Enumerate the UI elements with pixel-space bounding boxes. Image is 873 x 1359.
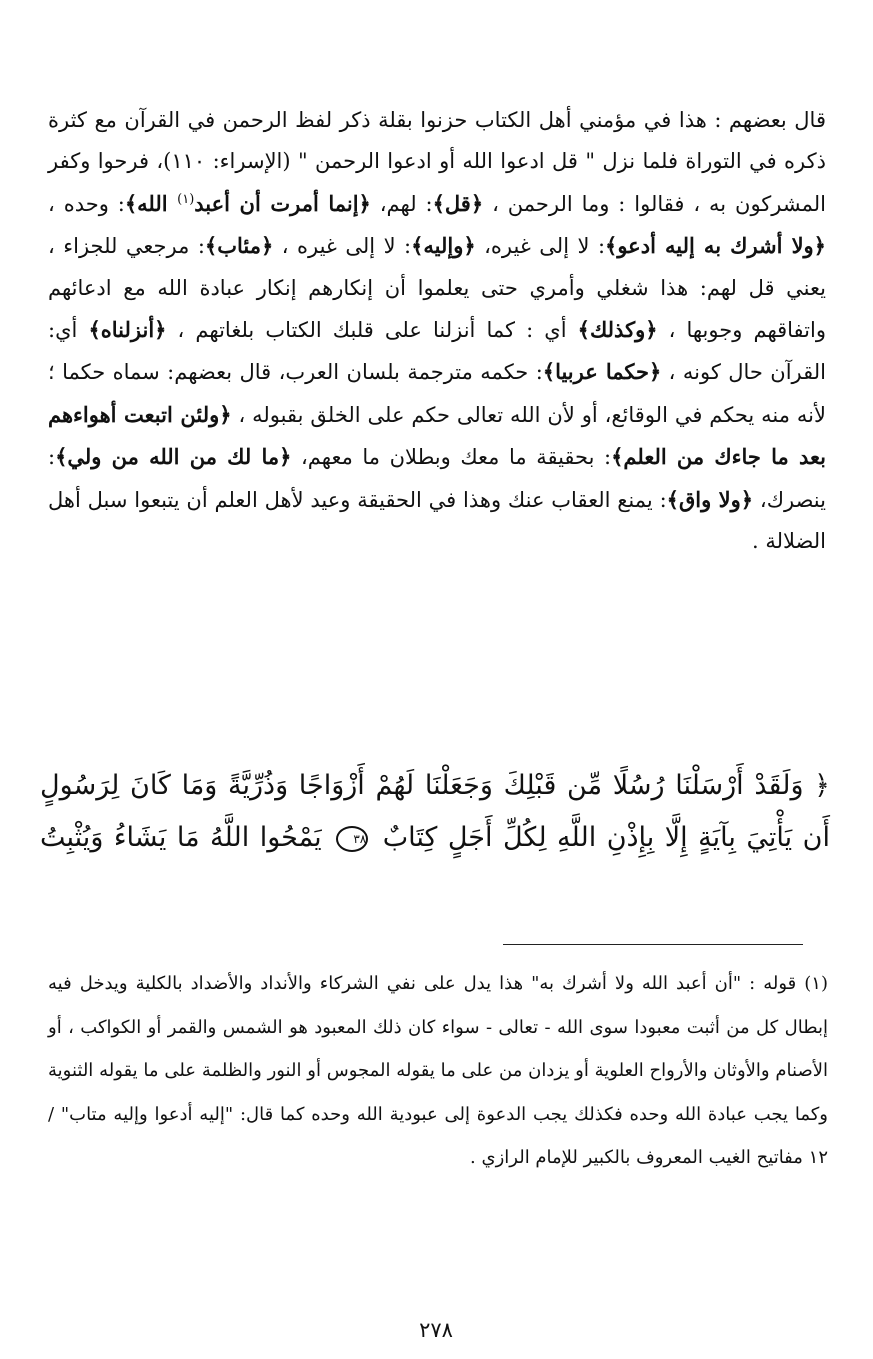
text-run: : مرجعي للجزاء ، يعني قل لهم: هذا شغلي وأمري حتى يعلموا أن إنكارهم إنكار عبادة الله مع ادعائهم واتفاقهم وجوبها ،: [48, 234, 827, 343]
footnote-divider: [503, 944, 803, 945]
page-number: ٢٧٨: [419, 1318, 453, 1342]
text-run: أي: القرآن حال كونه ،: [48, 318, 826, 385]
text-run: : بحقيقة ما معك وبطلان ما معهم،: [291, 445, 612, 470]
quran-quote: ﴿أنزلناه﴾: [88, 317, 167, 343]
text-run: : حكمه مترجمة بلسان العرب، قال بعضهم: سماه حكما ؛ لأنه منه يحكم في الوقائع، أو لأن الله تعالى حكم على الخلق بقبوله ،: [48, 360, 826, 427]
commentary-paragraph: [48, 100, 826, 562]
quran-quote: ﴿قل﴾: [432, 190, 484, 216]
text-run: قال بعضهم : هذا في مؤمني أهل الكتاب حزنوا بقلة ذكر لفظ الرحمن في القرآن مع كثرة ذكره في التوراة فلما نزل " قل ادعوا الله أو ادعوا الرحمن " (الإسراء: ١١٠)، فرحوا وكفر المشركون به ، فقالوا : وما الرحمن ،: [48, 108, 826, 216]
footnote-paragraph: [48, 962, 828, 1180]
text-run: : لهم،: [370, 191, 433, 216]
quran-quote: ﴿ما لك من الله من ولي﴾: [55, 444, 292, 470]
commentary-text: [48, 100, 826, 562]
text-run: : لا إلى غيره،: [475, 234, 606, 259]
quran-quote: ﴿ولئن اتبعت أهواءهم بعد ما جاءك من العلم﴾: [48, 401, 826, 470]
footnote: [48, 962, 828, 1180]
footnote-text: قوله : "أن أعبد الله ولا أشرك به" هذا يدل على نفي الشركاء والأنداد والأضداد بالكلية ويدخل فيه إبطال كل من أثبت معبودا سوى الله - تعالى - سواء كان ذلك المعبود هو الشمس والقمر أو الكواكب ، أو الأصنام والأوثان والأرواح العلوية أو يزدان من على ما يقوله المجوس أو النور والظلمة على ما يقوله الثنوية وكما يجب عبادة الله وحده فكذلك يجب الدعوة إلى عبودية الله وحده كما قال: "إليه أدعوا وإليه متاب" / ١٢ مفاتيح الغيب المعروف بالكبير للإمام الرازي .: [48, 973, 828, 1168]
quran-quote: ﴿وكذلك﴾: [577, 317, 658, 343]
footnote-number: (١): [804, 973, 828, 994]
quran-verse-block: [40, 760, 830, 864]
quran-quote: ﴿ولا أشرك به إليه أدعو﴾: [605, 233, 826, 259]
text-run: : لا إلى غيره ،: [273, 234, 412, 259]
quran-quote: ﴿ولا واق﴾: [666, 486, 754, 512]
quran-verse-text: يَمْحُوا اللَّهُ مَا يَشَاءُ وَيُثْبِتُ: [40, 822, 322, 853]
text-run: : ينصرك،: [48, 445, 826, 512]
quran-verse-text: ﴿ وَلَقَدْ أَرْسَلْنَا رُسُلًا مِّن قَبْلِكَ وَجَعَلْنَا لَهُمْ أَزْوَاجًا وَذُرِّيَّةً وَمَا كَانَ لِرَسُولٍ أَن يَأْتِيَ بِآيَةٍ إِلَّا بِإِذْنِ اللَّهِ لِكُلِّ أَجَلٍ كِتَابٌ: [40, 770, 830, 853]
quran-quote: ﴿مئاب﴾: [204, 233, 274, 259]
quran-quote: الله﴾: [124, 190, 178, 216]
quran-quote: ﴿وإليه﴾: [411, 233, 476, 259]
quran-quote: ﴿حكما عربيا﴾: [542, 359, 662, 385]
footnote-reference: (١): [177, 191, 195, 207]
ayah-number-marker: ٣٨: [336, 826, 368, 852]
text-run: أي : كما أنزلنا على قلبك الكتاب بلغاتهم ،: [166, 318, 578, 343]
text-run: : وحده ،: [48, 191, 125, 216]
text-run: : يمنع العقاب عنك وهذا في الحقيقة وعيد لأهل العلم أن يتبعوا سبل أهل الضلالة .: [48, 487, 826, 554]
quran-quote: ﴿إنما أمرت أن أعبد: [194, 190, 371, 216]
